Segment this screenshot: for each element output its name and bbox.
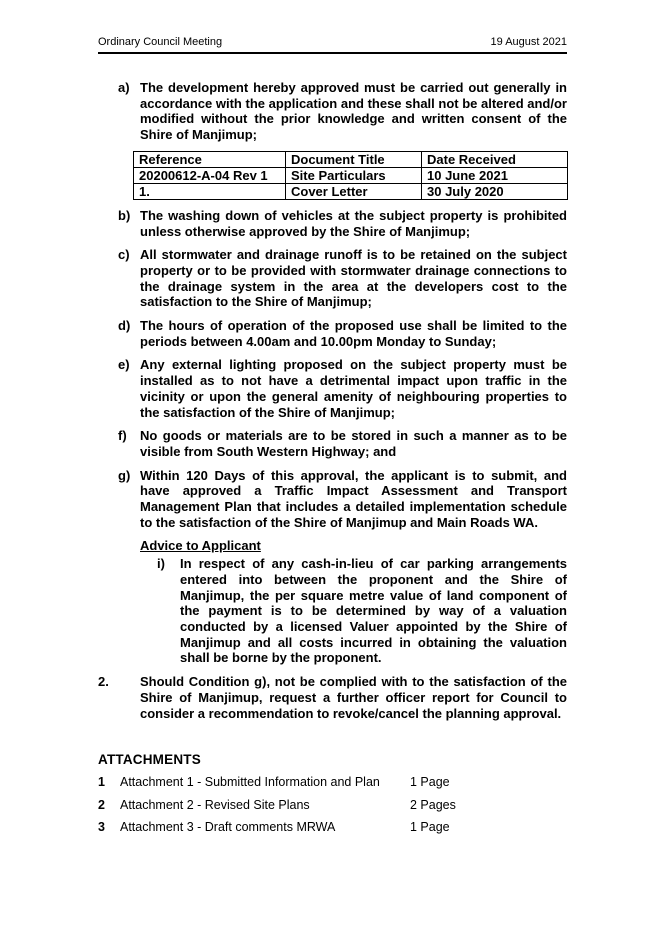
condition-c-marker: c) xyxy=(118,247,130,263)
header-meeting-title: Ordinary Council Meeting xyxy=(98,36,223,48)
condition-f-marker: f) xyxy=(118,428,127,444)
table-cell-date-received: 10 June 2021 xyxy=(422,167,568,183)
attachments-section xyxy=(98,753,567,835)
attachments-heading: ATTACHMENTS xyxy=(98,752,201,768)
condition-b-text: The washing down of vehicles at the subject property is prohibited unless otherwise approved by the Shire of Manjimup; xyxy=(140,207,567,239)
condition-g xyxy=(98,468,567,531)
attachment-row-3 xyxy=(98,821,567,835)
table-cell-reference: 1. xyxy=(134,183,286,199)
attachment-3-pages: 1 Page xyxy=(410,820,450,835)
table-cell-document-title: Cover Letter xyxy=(286,183,422,199)
condition-c-text: All stormwater and drainage runoff is to be retained on the subject property or to be provided with stormwater drainage connections to the drainage system in the area at the developers cost to the satisfaction to the Shire of Manjimup; xyxy=(140,247,567,310)
condition-c xyxy=(98,247,567,310)
condition-f-text: No goods or materials are to be stored in such a manner as to be visible from South Western Highway; and xyxy=(140,428,567,459)
attachment-2-pages: 2 Pages xyxy=(410,797,456,812)
attachment-3-number: 3 xyxy=(98,820,105,835)
attachment-1-number: 1 xyxy=(98,775,105,790)
table-cell-reference: 20200612-A-04 Rev 1 xyxy=(134,167,286,183)
attachment-row-2 xyxy=(98,799,567,813)
documents-table-header-row xyxy=(134,151,568,167)
attachment-row-1 xyxy=(98,776,567,790)
condition-g-text: Within 120 Days of this approval, the applicant is to submit, and have approved a Traffic Impact Assessment and Transport Management Plan that includes a detailed implementation schedule to the satisfaction of the Shire of Manjimup and Main Roads WA. xyxy=(140,467,567,530)
page-header xyxy=(98,36,567,54)
condition-a-text: The development hereby approved must be carried out generally in accordance with the application and these shall not be altered and/or modified without the prior knowledge and written consent of the Shire of Manjimup; xyxy=(140,80,567,143)
advice-heading: Advice to Applicant xyxy=(140,538,261,554)
condition-b-marker: b) xyxy=(118,207,131,223)
table-cell-document-title: Site Particulars xyxy=(286,167,422,183)
attachment-3-label: Attachment 3 - Draft comments MRWA xyxy=(120,820,336,835)
documents-table xyxy=(133,151,568,200)
resolution-item-2 xyxy=(98,674,567,721)
condition-f xyxy=(98,428,567,459)
advice-item-i-text: In respect of any cash-in-lieu of car parking arrangements entered into between the proponent and the Shire of Manjimup, the per square metre value of land component of the payment is to be determined by way of a valuation conducted by a licensed Valuer appointed by the Shire of Manjimup and all costs incurred in obtaining the valuation shall be borne by the proponent. xyxy=(180,556,567,666)
condition-g-marker: g) xyxy=(118,467,131,483)
attachment-1-pages: 1 Page xyxy=(410,775,450,790)
resolution-item-2-text: Should Condition g), not be complied with to the satisfaction of the Shire of Manjimup, request a further officer report for Council to consider a recommendation to revoke/cancel the planning approval. xyxy=(140,674,567,721)
condition-b xyxy=(98,208,567,239)
condition-a xyxy=(98,80,567,143)
table-header-reference: Reference xyxy=(134,151,286,167)
resolution-item-2-marker: 2. xyxy=(98,674,109,690)
table-row xyxy=(134,183,568,199)
header-date: 19 August 2021 xyxy=(490,36,567,48)
advice-to-applicant-section xyxy=(140,538,567,666)
condition-d-text: The hours of operation of the proposed use shall be limited to the periods between 4.00am and 10.00pm Monday to Sunday; xyxy=(140,318,567,349)
condition-e-text: Any external lighting proposed on the subject property must be installed as to not have a detrimental impact upon traffic in the vicinity or upon the general amenity of neighbouring properties to the satisfaction of the Shire of Manjimup; xyxy=(140,357,567,420)
table-cell-date-received: 30 July 2020 xyxy=(422,183,568,199)
attachment-2-number: 2 xyxy=(98,797,105,812)
advice-item-i xyxy=(140,556,567,666)
condition-d xyxy=(98,318,567,349)
table-header-date-received: Date Received xyxy=(422,151,568,167)
table-header-document-title: Document Title xyxy=(286,151,422,167)
condition-e-marker: e) xyxy=(118,357,130,373)
attachment-2-label: Attachment 2 - Revised Site Plans xyxy=(120,797,310,812)
advice-item-i-marker: i) xyxy=(157,556,165,572)
condition-d-marker: d) xyxy=(118,318,131,334)
attachment-1-label: Attachment 1 - Submitted Information and Plan xyxy=(120,775,380,790)
condition-a-marker: a) xyxy=(118,80,130,95)
condition-e xyxy=(98,357,567,420)
table-row xyxy=(134,167,568,183)
document-body xyxy=(98,54,567,835)
